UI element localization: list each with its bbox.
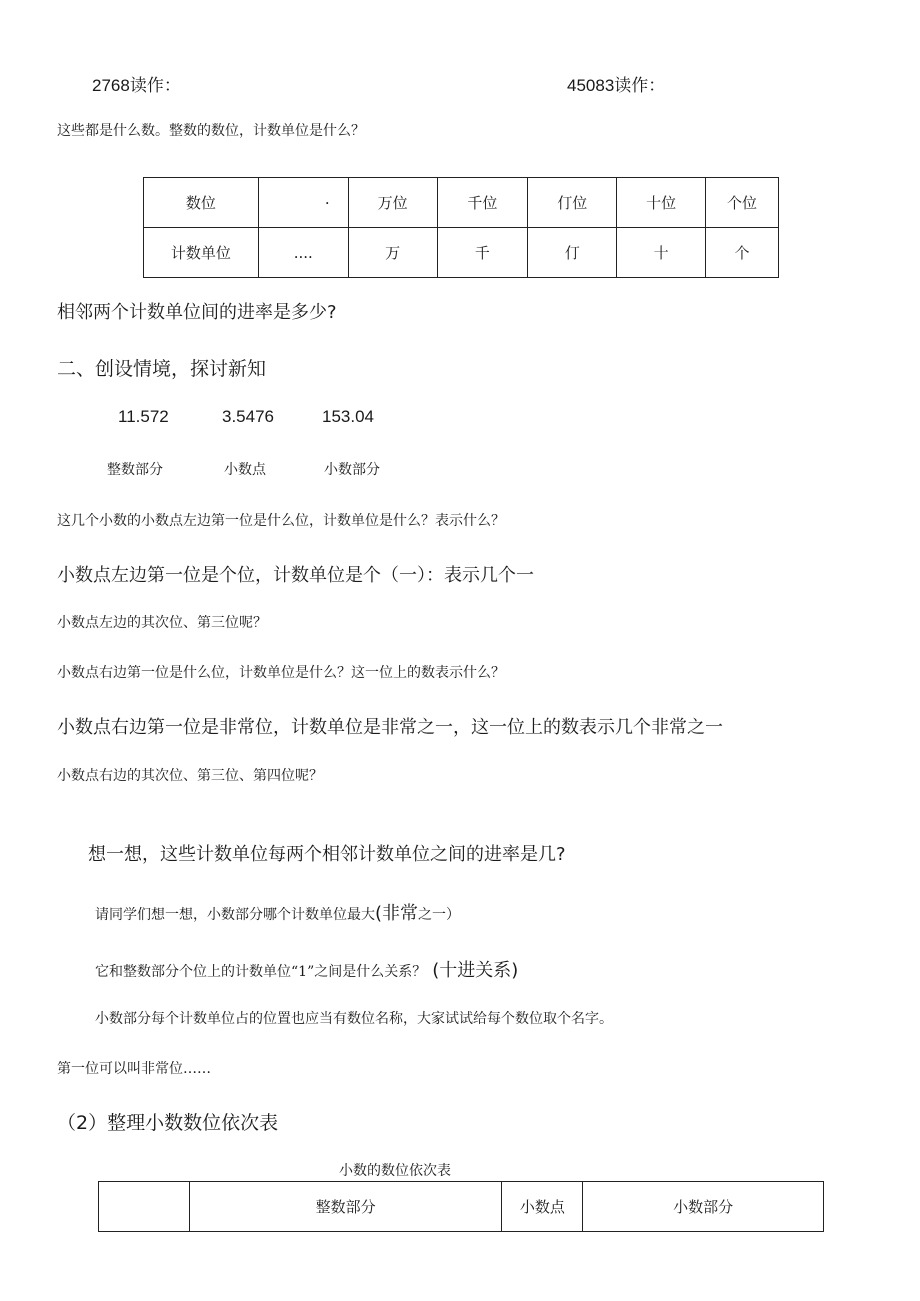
table-cell — [99, 1182, 190, 1232]
question-rate: 相邻两个计数单位间的进率是多少? — [57, 302, 337, 323]
table-cell: .... — [258, 228, 348, 278]
table-caption: 小数的数位依次表 — [339, 1163, 451, 1179]
label-fraction-part: 小数部分 — [324, 462, 380, 478]
read-as-2768: 2768读作： — [92, 76, 181, 95]
table-cell: 个 — [706, 228, 779, 278]
table-cell: 千 — [437, 228, 528, 278]
table-row — [144, 178, 779, 228]
table-row — [144, 228, 779, 278]
decimal-example: 153.04 — [322, 407, 374, 426]
section-heading-2: 二、创设情境，探讨新知 — [57, 358, 267, 380]
table-cell: 仃 — [528, 228, 617, 278]
paragraph-text: 它和整数部分个位上的计数单位“1”之间是什么关系？ — [95, 964, 427, 980]
decimal-place-table — [98, 1181, 824, 1232]
label-decimal-point: 小数点 — [224, 462, 266, 478]
section-heading-3: （2）整理小数数位依次表 — [57, 1112, 279, 1134]
decimal-example: 11.572 — [118, 407, 169, 426]
paragraph-first-place: 第一位可以叫非常位…… — [57, 1061, 211, 1077]
answer-right-first: 小数点右边第一位是非常位，计数单位是非常之一，这一位上的数表示几个非常之一 — [57, 717, 723, 738]
table-cell: 万 — [348, 228, 437, 278]
table-cell: 个位 — [706, 178, 779, 228]
table-cell: 十 — [617, 228, 706, 278]
answer-rest: 之一） — [418, 907, 461, 923]
think-prompt: 想一想，这些计数单位每两个相邻计数单位之间的进率是几? — [88, 844, 566, 865]
read-as-45083: 45083读作： — [567, 76, 666, 95]
table-row — [99, 1182, 824, 1232]
paragraph-naming: 小数部分每个计数单位占的位置也应当有数位名称，大家试试给每个数位取个名字。 — [95, 1011, 613, 1027]
answer-bold: (十进关系) — [432, 960, 519, 981]
table-cell: 千位 — [437, 178, 528, 228]
question-left-first: 这几个小数的小数点左边第一位是什么位，计数单位是什么？表示什么？ — [57, 513, 505, 529]
paragraph-largest-unit — [95, 899, 460, 925]
table-cell: 万位 — [348, 178, 437, 228]
table-cell: 数位 — [144, 178, 259, 228]
table-cell: 仃位 — [528, 178, 617, 228]
question-left-others: 小数点左边的其次位、第三位呢？ — [57, 615, 267, 631]
paragraph-relation — [95, 956, 518, 982]
question-integer-places: 这些都是什么数。整数的数位，计数单位是什么？ — [57, 123, 365, 139]
question-right-others: 小数点右边的其次位、第三位、第四位呢？ — [57, 768, 323, 784]
answer-left-first: 小数点左边第一位是个位，计数单位是个（一）：表示几个一 — [57, 565, 534, 586]
table-cell: · — [258, 178, 348, 228]
table-cell: 十位 — [617, 178, 706, 228]
question-right-first: 小数点右边第一位是什么位，计数单位是什么？这一位上的数表示什么？ — [57, 665, 505, 681]
table-cell: 整数部分 — [189, 1182, 502, 1232]
table-cell: 计数单位 — [144, 228, 259, 278]
label-integer-part: 整数部分 — [107, 462, 163, 478]
decimal-example: 3.5476 — [222, 407, 274, 426]
integer-place-table — [143, 177, 779, 278]
table-cell: 小数点 — [502, 1182, 583, 1232]
answer-bold: (非常 — [375, 903, 419, 924]
table-cell: 小数部分 — [583, 1182, 824, 1232]
paragraph-text: 请同学们想一想，小数部分哪个计数单位最大 — [95, 907, 375, 923]
